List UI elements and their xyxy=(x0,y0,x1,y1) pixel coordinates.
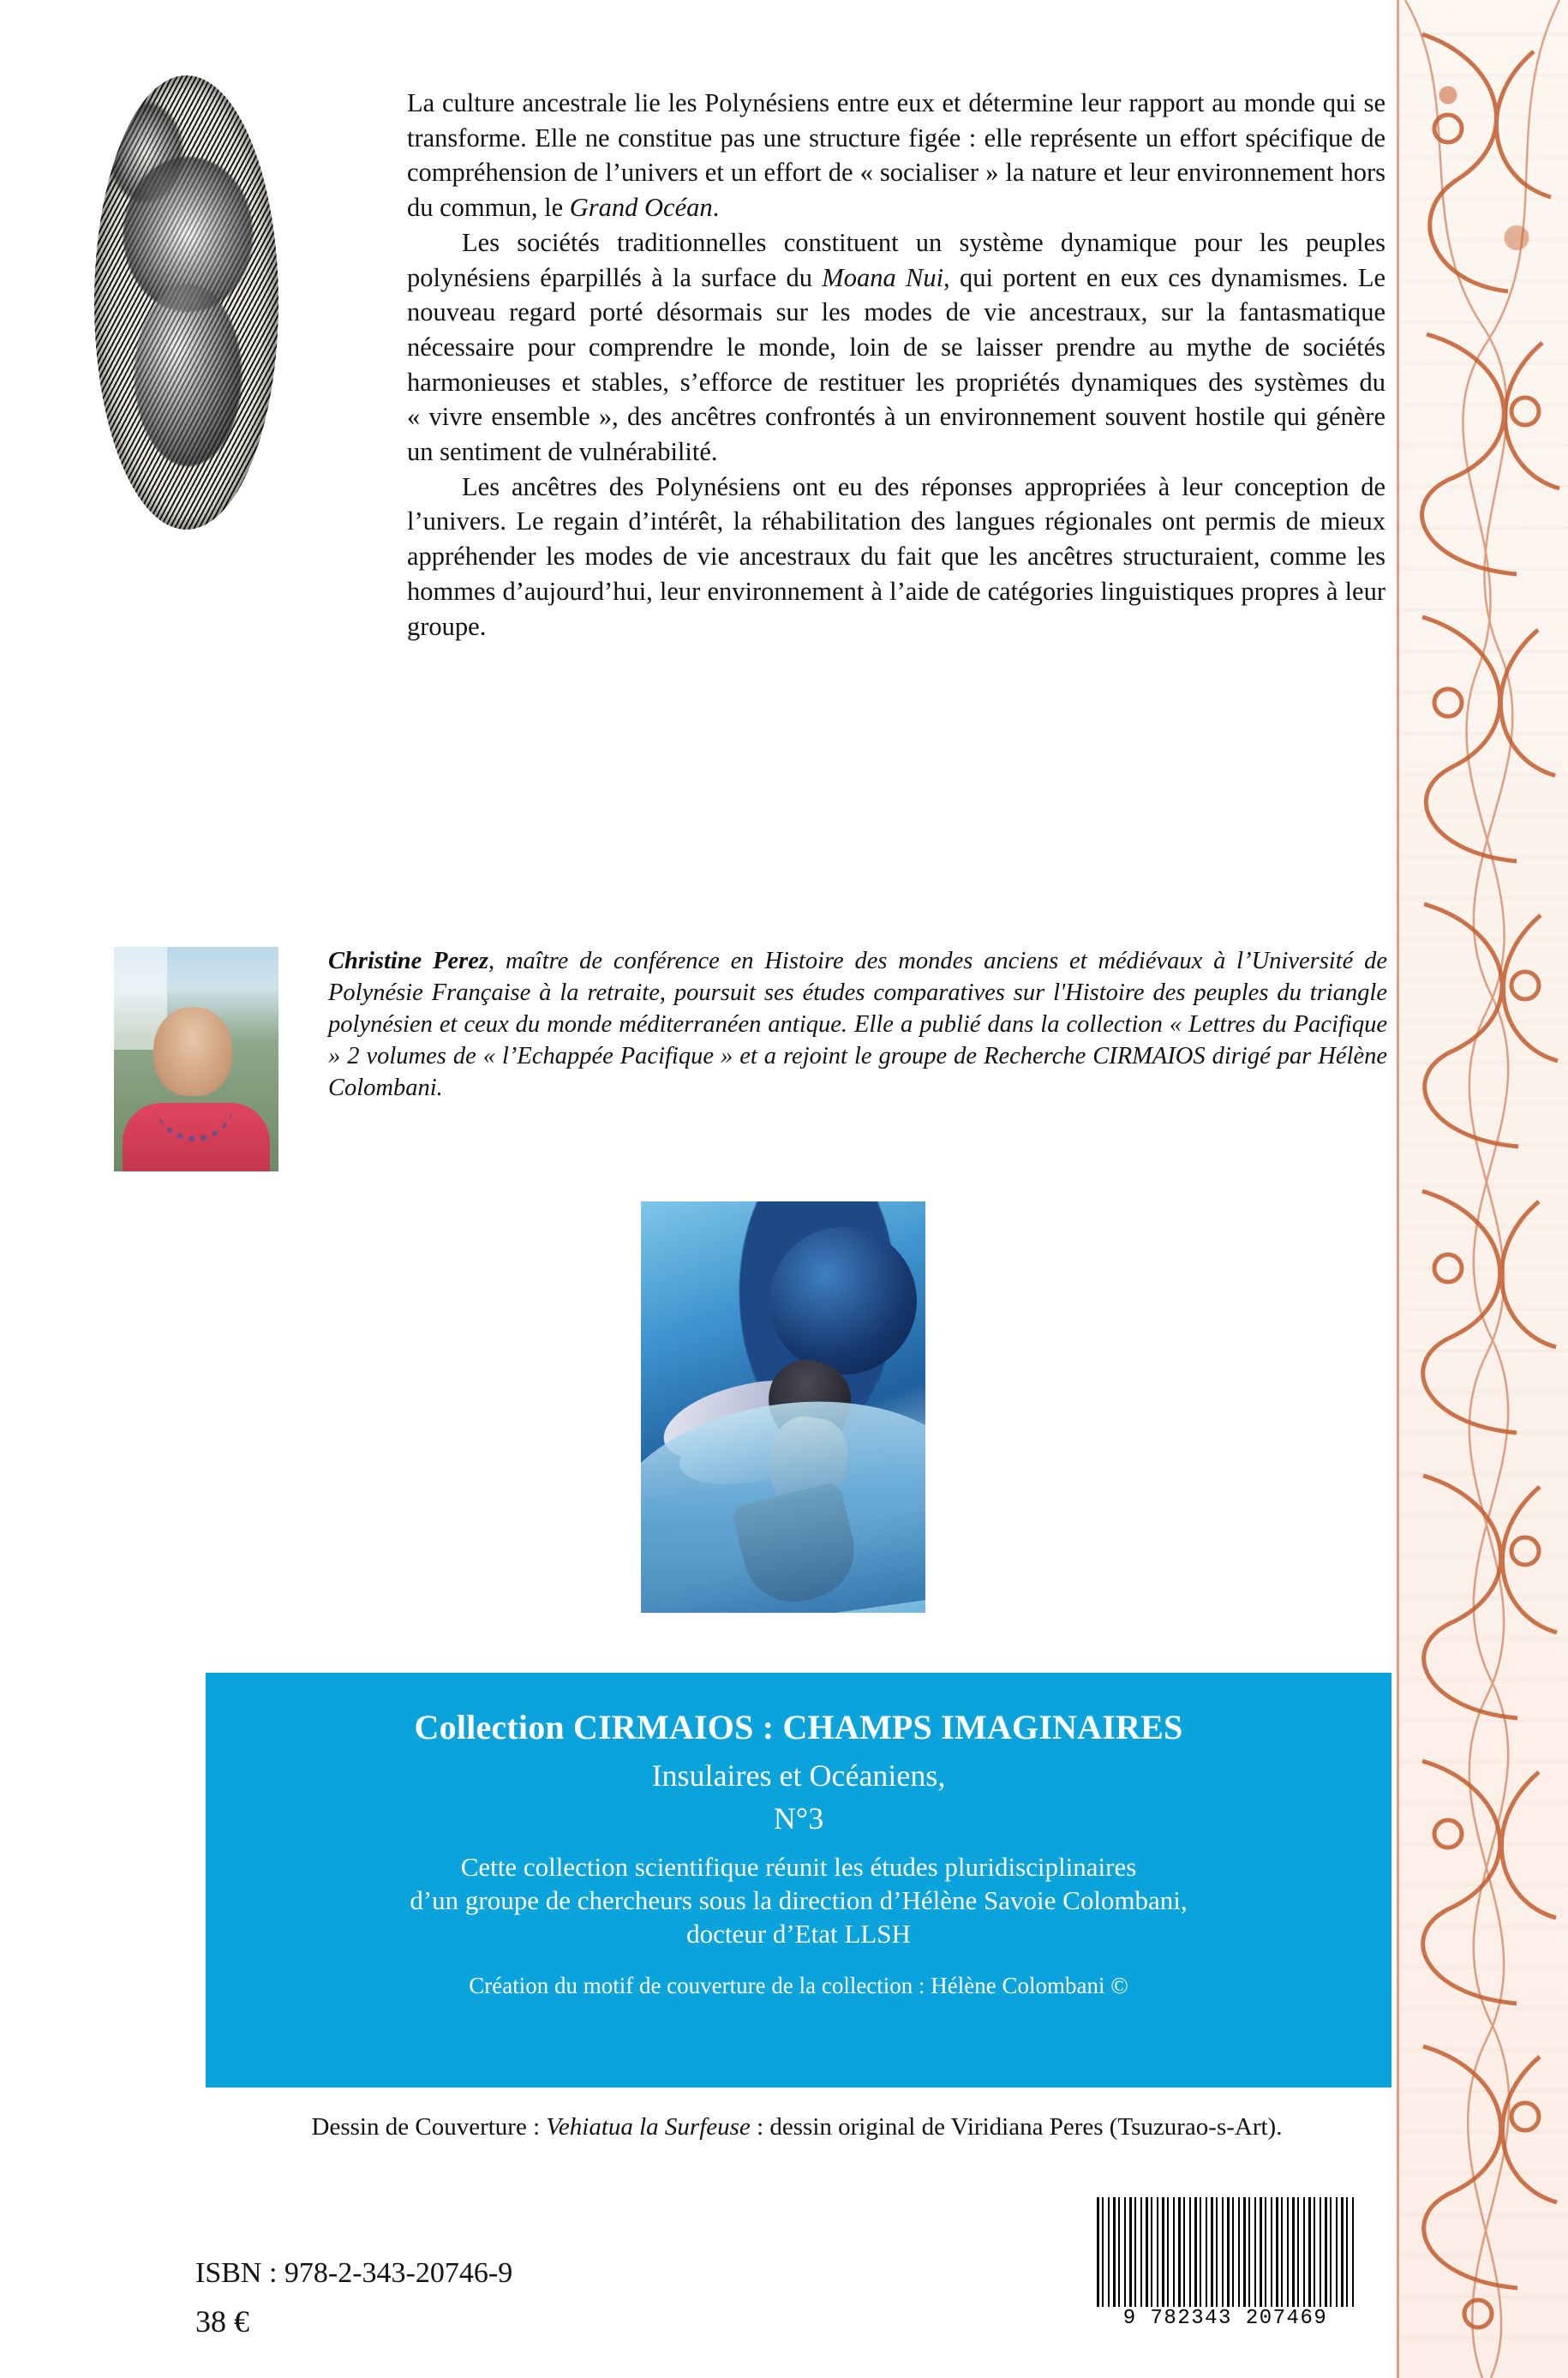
maori-pattern-border xyxy=(1397,0,1568,2378)
cover-drawing-credit: Dessin de Couverture : Vehiatua la Surfeuse : dessin original de Viridiana Peres (Tsuzurao-s-Art). xyxy=(311,2113,1283,2141)
blurb-text xyxy=(407,86,1385,644)
collection-number: N°3 xyxy=(773,1801,824,1836)
collection-title: Collection CIRMAIOS : CHAMPS IMAGINAIRES xyxy=(414,1708,1183,1746)
collection-subtitle: Insulaires et Océaniens, xyxy=(651,1758,946,1793)
author-portrait xyxy=(114,947,278,1171)
collection-info-block xyxy=(206,1673,1391,2087)
italic-term-moana-nui: Moana Nui xyxy=(822,262,944,292)
cover-illustration xyxy=(641,1201,925,1613)
barcode-bars xyxy=(1097,2197,1354,2307)
barcode xyxy=(1097,2197,1354,2334)
band-divider xyxy=(1397,0,1399,2378)
collection-description: Cette collection scientifique réunit les études pluridisciplinaires d’un groupe de chercheurs sous la direction d’Hélène Savoie Colombani, docteur d’Etat LLSH xyxy=(410,1852,1188,1950)
blurb-paragraph-2: Les sociétés traditionnelles constituent un système dynamique pour les peuples polynésiens éparpillés à la surface du Moana Nui, qui portent en eux ces dynamismes. Le nouveau regard porté désormais sur les modes de vie ancestraux, sur la fantasmatique nécessaire pour comprendre le monde, loin de se laisser prendre au mythe de sociétés harmonieuses et stables, s’efforce de restituer les propriétés dynamiques des systèmes du « vivre ensemble », des ancêtres confrontés à un environnement souvent hostile qui génère un sentiment de vulnérabilité. xyxy=(407,227,1385,467)
engraving-illustration xyxy=(94,75,278,530)
italic-term-grand-ocean: Grand Océan xyxy=(569,193,713,223)
isbn-text: ISBN : 978-2-343-20746-9 xyxy=(195,2257,513,2289)
author-name: Christine Perez xyxy=(328,948,489,974)
blurb-paragraph-3: Les ancêtres des Polynésiens ont eu des réponses appropriées à leur conception de l’univers. Le regain d’intérêt, la réhabilitation des langues régionales ont permis de mieux appréhender les modes de vie ancestraux du fait que les ancêtres structuraient, comme les hommes d’aujourd’hui, leur environnement à l’aide de catégories linguistiques propres à leur groupe. xyxy=(407,471,1385,641)
author-bio xyxy=(328,945,1387,1104)
author-bio-text: , maître de conférence en Histoire des mondes anciens et médiévaux à l’Université de Polynésie Française à la retraite, poursuit ses études comparatives sur l'Histoire des peuples du triangle polynésien et ceux du monde méditerranéen antique. Elle a publié dans la collection « Lettres du Pacifique » 2 volumes de « l’Echappée Pacifique » et a rejoint le groupe de Recherche CIRMAIOS dirigé par Hélène Colombani. xyxy=(328,948,1388,1102)
collection-credit: Création du motif de couverture de la collection : Hélène Colombani © xyxy=(469,1973,1128,1999)
blurb-paragraph-1: La culture ancestrale lie les Polynésiens entre eux et détermine leur rapport au monde qui se transforme. Elle ne constitue pas une structure figée : elle représente un effort spécifique de compréhension de l’univers et un effort de « socialiser » la nature et leur environnement hors du commun, le Grand Océan. xyxy=(407,88,1385,223)
barcode-number: 9 782343 207469 xyxy=(1122,2307,1328,2330)
cover-title-italic: Vehiatua la Surfeuse xyxy=(546,2113,751,2141)
price-text: 38 € xyxy=(195,2304,249,2339)
